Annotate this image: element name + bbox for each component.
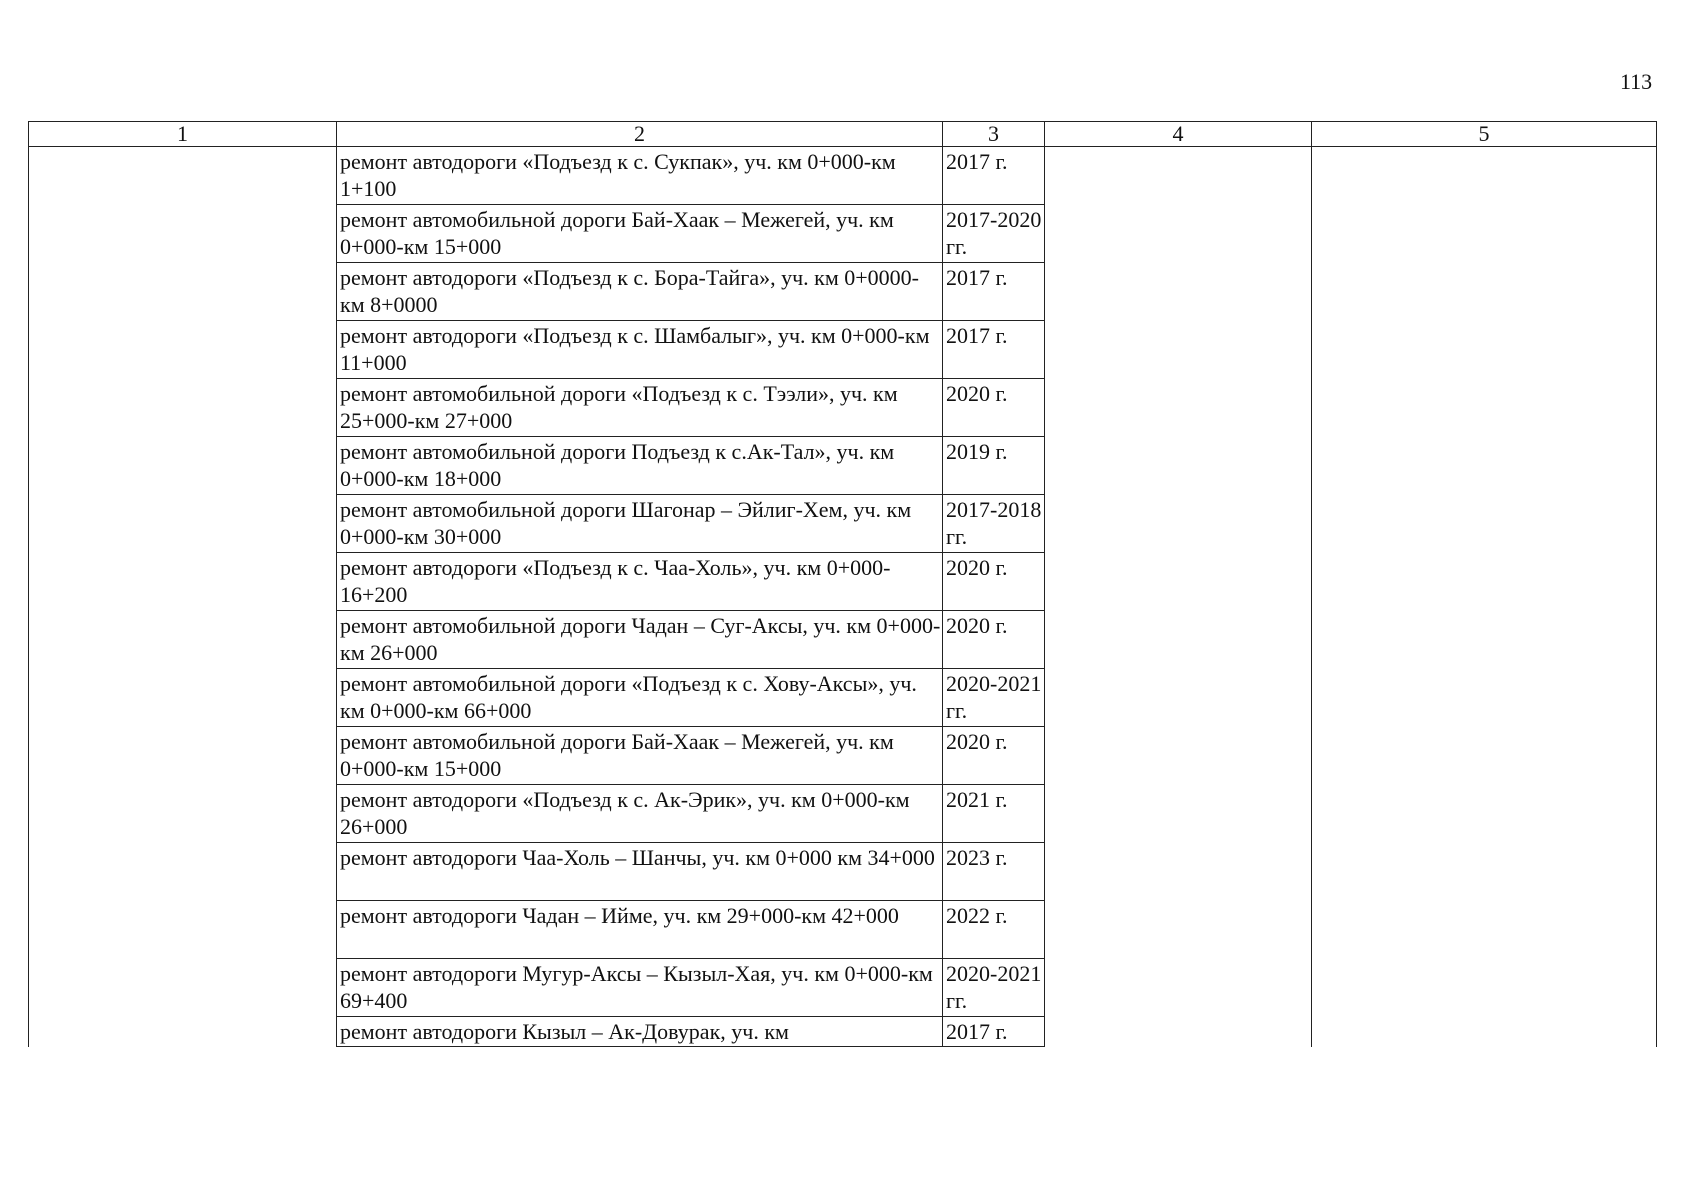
cell-work-description: ремонт автомобильной дороги Подъезд к с.Ак-Тал», уч. км 0+000-км 18+000: [337, 437, 943, 495]
table-row: [29, 437, 1657, 495]
table-row: [29, 379, 1657, 437]
table-row: [29, 785, 1657, 843]
cell-col-4: [1045, 553, 1312, 611]
cell-work-period: 2017 г.: [943, 147, 1045, 205]
table-row: [29, 495, 1657, 553]
cell-col-1: [29, 263, 337, 321]
cell-col-4: [1045, 785, 1312, 843]
table-row: [29, 321, 1657, 379]
cell-work-description: ремонт автодороги «Подъезд к с. Ак-Эрик», уч. км 0+000-км 26+000: [337, 785, 943, 843]
cell-work-description: ремонт автодороги Мугур-Аксы – Кызыл-Хая, уч. км 0+000-км 69+400: [337, 959, 943, 1017]
cell-col-5: [1312, 437, 1657, 495]
cell-col-5: [1312, 727, 1657, 785]
cell-work-description: ремонт автодороги Кызыл – Ак-Довурак, уч. км: [337, 1017, 943, 1047]
cell-work-period: 2022 г.: [943, 901, 1045, 959]
cell-work-description: ремонт автодороги Чаа-Холь – Шанчы, уч. км 0+000 км 34+000: [337, 843, 943, 901]
cell-col-1: [29, 669, 337, 727]
cell-col-5: [1312, 611, 1657, 669]
cell-col-1: [29, 321, 337, 379]
column-header-1: 1: [29, 122, 337, 147]
cell-col-4: [1045, 437, 1312, 495]
cell-work-period: 2020 г.: [943, 727, 1045, 785]
cell-col-4: [1045, 205, 1312, 263]
cell-col-4: [1045, 263, 1312, 321]
cell-col-4: [1045, 321, 1312, 379]
cell-col-1: [29, 553, 337, 611]
column-header-5: 5: [1312, 122, 1657, 147]
cell-work-description: ремонт автомобильной дороги Бай-Хаак – Межегей, уч. км 0+000-км 15+000: [337, 205, 943, 263]
cell-work-description: ремонт автодороги «Подъезд к с. Бора-Тайга», уч. км 0+0000-км 8+0000: [337, 263, 943, 321]
cell-work-description: ремонт автодороги «Подъезд к с. Чаа-Холь», уч. км 0+000-16+200: [337, 553, 943, 611]
cell-col-4: [1045, 495, 1312, 553]
cell-col-4: [1045, 901, 1312, 959]
cell-work-period: 2017-2020 гг.: [943, 205, 1045, 263]
table-row: [29, 553, 1657, 611]
table-header-row: [29, 122, 1657, 147]
cell-col-5: [1312, 959, 1657, 1017]
works-table: [28, 121, 1657, 1047]
cell-col-1: [29, 1017, 337, 1047]
table-row: [29, 1017, 1657, 1047]
cell-col-5: [1312, 263, 1657, 321]
cell-work-period: 2017-2018 гг.: [943, 495, 1045, 553]
cell-col-1: [29, 147, 337, 205]
cell-col-4: [1045, 1017, 1312, 1047]
cell-work-description: ремонт автомобильной дороги Шагонар – Эйлиг-Хем, уч. км 0+000-км 30+000: [337, 495, 943, 553]
cell-work-period: 2020-2021 гг.: [943, 669, 1045, 727]
cell-col-5: [1312, 785, 1657, 843]
cell-col-5: [1312, 379, 1657, 437]
cell-work-description: ремонт автомобильной дороги Чадан – Суг-Аксы, уч. км 0+000-км 26+000: [337, 611, 943, 669]
cell-col-4: [1045, 147, 1312, 205]
cell-work-period: 2017 г.: [943, 1017, 1045, 1047]
cell-work-period: 2019 г.: [943, 437, 1045, 495]
cell-work-period: 2023 г.: [943, 843, 1045, 901]
cell-col-4: [1045, 611, 1312, 669]
cell-col-4: [1045, 959, 1312, 1017]
cell-col-5: [1312, 321, 1657, 379]
cell-col-1: [29, 901, 337, 959]
cell-work-period: 2017 г.: [943, 263, 1045, 321]
cell-work-period: 2017 г.: [943, 321, 1045, 379]
cell-col-1: [29, 437, 337, 495]
table-row: [29, 727, 1657, 785]
cell-col-4: [1045, 727, 1312, 785]
cell-col-1: [29, 959, 337, 1017]
cell-col-1: [29, 843, 337, 901]
cell-col-5: [1312, 553, 1657, 611]
cell-work-description: ремонт автодороги «Подъезд к с. Сукпак», уч. км 0+000-км 1+100: [337, 147, 943, 205]
cell-work-description: ремонт автодороги «Подъезд к с. Шамбалыг», уч. км 0+000-км 11+000: [337, 321, 943, 379]
table-body: [29, 147, 1657, 1047]
table-row: [29, 959, 1657, 1017]
table-row: [29, 611, 1657, 669]
table-row: [29, 147, 1657, 205]
cell-col-5: [1312, 205, 1657, 263]
table-row: [29, 843, 1657, 901]
cell-col-5: [1312, 147, 1657, 205]
table-row: [29, 901, 1657, 959]
cell-work-description: ремонт автомобильной дороги «Подъезд к с. Тээли», уч. км 25+000-км 27+000: [337, 379, 943, 437]
cell-col-1: [29, 785, 337, 843]
cell-work-period: 2020-2021 гг.: [943, 959, 1045, 1017]
cell-col-4: [1045, 379, 1312, 437]
cell-col-1: [29, 611, 337, 669]
column-header-2: 2: [337, 122, 943, 147]
cell-work-period: 2020 г.: [943, 553, 1045, 611]
cell-work-description: ремонт автомобильной дороги «Подъезд к с. Хову-Аксы», уч. км 0+000-км 66+000: [337, 669, 943, 727]
cell-col-1: [29, 205, 337, 263]
cell-col-5: [1312, 843, 1657, 901]
cell-col-4: [1045, 669, 1312, 727]
cell-work-period: 2020 г.: [943, 379, 1045, 437]
cell-col-1: [29, 495, 337, 553]
cell-work-period: 2021 г.: [943, 785, 1045, 843]
cell-work-description: ремонт автомобильной дороги Бай-Хаак – Межегей, уч. км 0+000-км 15+000: [337, 727, 943, 785]
column-header-3: 3: [943, 122, 1045, 147]
cell-work-description: ремонт автодороги Чадан – Ийме, уч. км 29+000-км 42+000: [337, 901, 943, 959]
cell-work-period: 2020 г.: [943, 611, 1045, 669]
cell-col-5: [1312, 669, 1657, 727]
table-row: [29, 263, 1657, 321]
page-number: 113: [1620, 69, 1653, 94]
cell-col-1: [29, 727, 337, 785]
table-row: [29, 205, 1657, 263]
table-row: [29, 669, 1657, 727]
cell-col-5: [1312, 901, 1657, 959]
cell-col-5: [1312, 1017, 1657, 1047]
cell-col-5: [1312, 495, 1657, 553]
cell-col-4: [1045, 843, 1312, 901]
column-header-4: 4: [1045, 122, 1312, 147]
cell-col-1: [29, 379, 337, 437]
